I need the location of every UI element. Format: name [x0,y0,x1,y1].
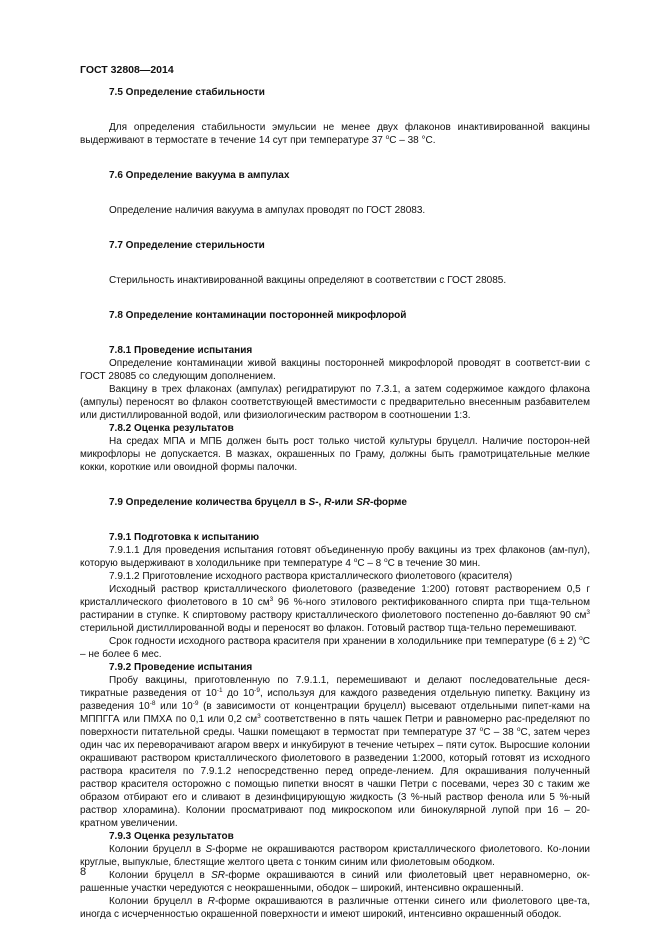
section-7-6-title: 7.6 Определение вакуума в ампулах [109,170,290,181]
section-7-8-2-title: 7.8.2 Оценка результатов [109,423,234,434]
page-number: 8 [80,866,87,878]
section-7-9-1-1-paragraph: 7.9.1.1 Для проведения испытания готовят объединенную пробу вакцины из трех флаконов (ам-пул), которую выдерживают в холодильнике при температуре 4 $^о$С – 8 $^о$С в течение 30 мин. [80,545,590,569]
document-header: ГОСТ 32808—2014 [80,64,174,76]
section-7-9-3-title: 7.9.3 Оценка результатов [109,831,234,842]
section-7-9-1-title: 7.9.1 Подготовка к испытанию [109,532,260,543]
dye-preparation-paragraph: Исходный раствор кристаллического фиолетового (разведение 1:200) готовят растворением 0,5 г кристаллического фиолетового в 10 $см^3$ 96 %-ного этилового ректификованного спирта при тща-тельном растирании в ступке. К спиртовому раствору кристаллического фиолетового постепенно до-бавляют 90 $см^3$ стерильной дистиллированной воды и переносят во флакон. Готовый раствор тща-тельно перемешивают. [80,584,590,634]
sr-form-paragraph: Колонии бруцелл в SR-форме окрашиваются в синий или фиолетовый цвет неравномерно, ок-рашенные участки чередуются с неокрашенными, ободок – широкий, интенсивно окрашенный. [80,870,590,894]
section-7-8-2-paragraph: На средах МПА и МПБ должен быть рост только чистой культуры бруцелл. Наличие посторон-ней микрофлоры не допускается. В мазках, окрашенных по Граму, должны быть грамотрицательные мелкие кокки, короткие или овоидной формы палочки. [80,436,590,473]
section-7-9-title: 7.9 Определение количества бруцелл в S-, R-или SR-форме [109,497,407,508]
dye-shelf-life-paragraph: Срок годности исходного раствора красителя при хранении в холодильнике при температуре (6 ± 2) $^о$С – не более 6 мес. [80,635,590,660]
document-body [80,86,590,921]
section-7-8-title: 7.8 Определение контаминации посторонней микрофлорой [109,310,407,321]
section-7-9-1-2-paragraph: 7.9.1.2 Приготовление исходного раствора кристаллического фиолетового (красителя) [109,571,513,582]
section-7-8-1-paragraph-1: Определение контаминации живой вакцины посторонней микрофлорой проводят в соответст-вии с ГОСТ 28085 со следующим дополнением. [80,358,590,382]
section-7-9-2-title: 7.9.2 Проведение испытания [109,662,253,673]
section-7-7-title: 7.7 Определение стерильности [109,240,265,251]
section-7-8-1-paragraph-2: Вакцину в трех флаконах (ампулах) регидратируют по 7.3.1, а затем содержимое каждого флакона (ампулы) переносят во флакон соответствующей вместимости с предварительно внесенным разбавителем или дистиллированной водой, или физиологическим раствором в соотношении 1:3. [80,384,590,421]
section-7-5-title: 7.5 Определение стабильности [109,87,265,98]
s-form-paragraph: Колонии бруцелл в S-форме не окрашиваются раствором кристаллического фиолетового. Ко-лонии круглые, выпуклые, блестящие желтого цвета с тонким синим или фиолетовым ободком. [80,844,590,868]
r-form-paragraph: Колонии бруцелл в R-форме окрашиваются в различные оттенки синего или фиолетового цве-та, иногда с исчерченностью окрашенной поверхности и имеют широкий, интенсивно окрашенный ободок. [80,896,590,920]
section-7-7-paragraph: Стерильность инактивированной вакцины определяют в соответствии с ГОСТ 28085. [109,275,507,286]
section-7-8-1-title: 7.8.1 Проведение испытания [109,345,253,356]
section-7-5-paragraph: Для определения стабильности эмульсии не менее двух флаконов инактивированной вакцины выдерживают в термостате в течение 14 сут при температуре 37 $^о$С – 38 °С. [80,122,590,146]
section-7-9-2-paragraph: Пробу вакцины, приготовленную по 7.9.1.1, перемешивают и делают последовательные деся-тикратные разведения от $10^{-1}$ до $10^{-9}$, используя для каждого разведения отдельную пипетку. Вакцину из разведения $10^{-8}$ или $10^{-9}$ (в зависимости от концентрации бруцелл) высевают отдельными пипет-ками на МППГГА или ПМХА по 0,1 или 0,2 $см^3$ соответственно в пять чашек Петри и равномерно рас-пределяют по поверхности питательной среды. Чашки помещают в термостат при температуре 37 $^о$С – 38 $^о$С, затем через один час их переворачивают агаром вверх и инкубируют в течение четырех – пяти суток. Выросшие колонии окрашивают раствором кристаллического фиолетового в разведении 1:2000, который готовят из исходного раствора красителя по 7.9.1.2 непосредственно перед опреде-лением. Для окрашивания полученный раствор красителя осторожно с помощью пипетки вносят в чашки Петри с посевами, через 30 с таким же образом отбирают его и сливают в дезинфицирующую жидкость (3 %-ный раствор фенола или 5 %-ный раствор хлорамина). Колонии просматривают под микроскопом или бинокулярной лупой при 16 – 20-кратном увеличении. [80,675,590,829]
section-7-6-paragraph: Определение наличия вакуума в ампулах проводят по ГОСТ 28083. [109,205,426,216]
